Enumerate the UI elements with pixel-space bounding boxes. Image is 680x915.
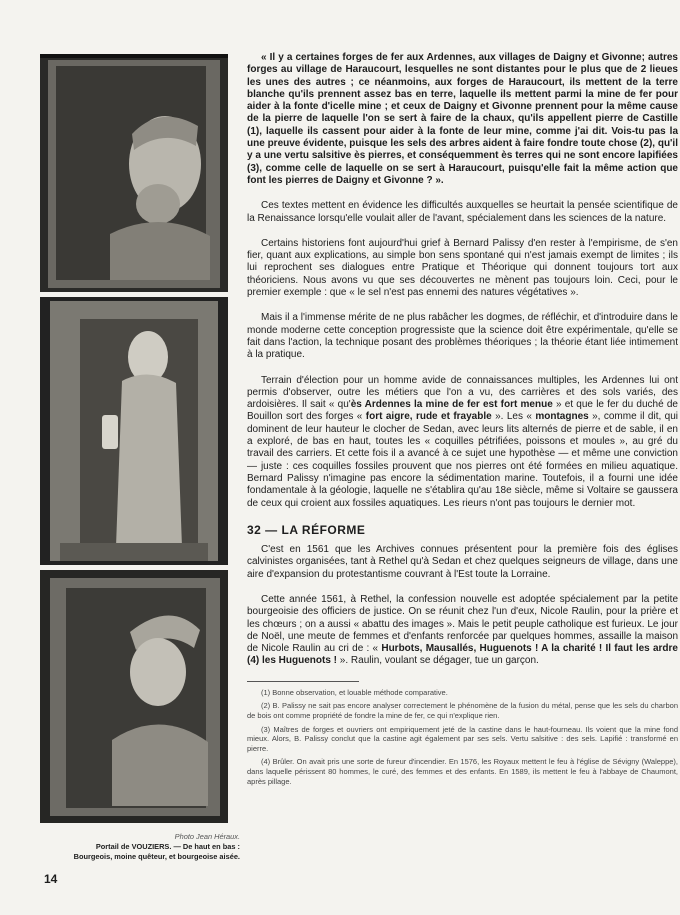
bold-run: ès Ardennes la mine de fer est fort menue (350, 399, 553, 411)
palissy-quote: « Il y a certaines forges de fer aux Ardennes, aux villages de Daigny et Givonne; autres forges au village de Haraucourt, lesquelles ne sont distantes pour le plus que de 2 lieues les unes des autres ; ce néanmoins, aux forges de Haraucourt, ils mettent de la terre blanche qu'ils prennent assez bas en terre, laquelle ils mettent parmi la mine de fer pour aider à la fonte d'icelle mine ; et ceux de Daigny et Givonne prennent pour la même cause de la pierre de laquelle l'on se sert à faire de la chaux, qu'ils appellent pierre de Castille (1), laquelle ils cassent pour aider à la fonte de leur mine, comme j'ai dit. Vois-tu pas la une preuve évidente, puisque les sels des arbres aident à faire fondre toute chose (2), qu'il y a une vertu salsitive ès pierres, et conséquemment ès terres qui ne sont encore lapifiées (3), comme celle de laquelle on se sert à Haraucourt, puisqu'elle fait la même action que font les pierres de Daigny et Givonne ? ». (247, 52, 678, 186)
page-number: 14 (44, 872, 58, 886)
paragraph: Ces textes mettent en évidence les difficultés auxquelles se heurtait la pensée scientifique de la Renaissance lorsqu'elle voulait aller de l'avant, spécialement dans les sciences de la nature. (247, 200, 678, 224)
text-run: ». Les « (491, 411, 536, 423)
paragraph: C'est en 1561 que les Archives connues présentent pour la première fois des églises calvinistes organisées, tant à Rethel qu'à Sedan et chez quelques seigneurs de village, dans une aire d'expansion du protestantisme couvrant à l'Est toute la Lorraine. (247, 544, 678, 580)
caption-title: Portail de VOUZIERS. — De haut en bas : (95, 842, 240, 851)
footnote: (1) Bonne observation, et louable méthode comparative. (261, 687, 448, 697)
paragraph: Certains historiens font aujourd'hui grief à Bernard Palissy d'en rester à l'empirisme, de s'en fier, quant aux explications, au simple bon sens spontané qui n'est jamais exempt de limites ; ils lui reprochent ses dialogues entre Pratique et Théorique qui donnent toujours tort aux théoriciens. Nous avons vu que ses découvertes ne mènent pas toujours loin. Ceci, pour le premier exemple : que « le sel n'est pas ennemi des natures végétatives ». (247, 237, 678, 299)
footnote: (4) Brûler. On avait pris une sorte de fureur d'incendier. En 1576, les Royaux mettent le feu à l'église de Sévigny (Waleppe), dans laquelle périssent 80 hommes, le curé, des femmes et des enfants. En 1589, ils mettent le feu à l'abbaye de Chaumont, après pillage. (247, 757, 678, 786)
bold-run: fort aigre, rude et frayable (365, 411, 492, 423)
paragraph-noel (247, 594, 678, 668)
photo-bourgeoise-aisee (40, 570, 228, 823)
paragraph: Mais il a l'immense mérite de ne plus rabâcher les dogmes, de réfléchir, et d'introduire dans le monde moderne cette conception progressiste que la science doit être expérimentale, qu'elle se fait dans l'action, la technique posant des problèmes théoriques ; la théorie étant liée intimement à la pratique. (247, 312, 678, 361)
bold-run: montagnes (535, 411, 589, 423)
section-heading: 32 — LA RÉFORME (247, 522, 366, 537)
moine-sculpture-image (40, 297, 228, 565)
bold-run: Hurbots, Mausallés, Huguenots ! A la charité ! Il faut les ardre (4) les Huguenots ! (247, 643, 678, 667)
footnotes (247, 688, 678, 786)
text-run: Cette année 1561, à Rethel, la confession nouvelle est adoptée spécialement par la petite bourgeoisie des officiers de justice. On se réunit chez l'un d'eux, Nicole Raulin, pour la prière et les chœurs ; on a aussi « abattu des images ». Mais le petit peuple catholique est furieux. Le jour de Noël, une meute de femmes et d'enfants renforcée par quelques hommes, assaille la maison de Nicole Raulin au cri de : « (247, 593, 678, 655)
text-run: Terrain d'élection pour un homme avide de connaissances multiples, les Ardennes lui ont permis d'observer, outre les métiers que l'on a vu, des carrières et des sols variés, des ardoisières. Il sait « qu' (247, 374, 678, 411)
footnote: (3) Maîtres de forges et ouvriers ont empiriquement jeté de la castine dans le haut-fourneau. Ils voient que la mine fond mieux. Alors, B. Palissy conclut que la castine agit également par ses sels. Vertu salsitive : des sels. Lapifié : transformé en pierre. (247, 724, 678, 753)
text-run: », comme il dit, qui dominent de leur hauteur le clocher de Sedan, avec leurs lits alternés de pierre et de sable, il en a exploré, de bas en haut, toutes les « coquilles pétrifiées, poissons et moules », au gré du travail des carriers. Et cette fois il a avancé à ce sujet une hypothèse — et même une conviction — juste : ces coquilles fossiles prouvent que nos pierres ont été formées en milieu aquatique. Bernard Palissy n'imagine pas encore la sédimentation marine. Toutefois, il a fourni une idée fondamentale à la géologie, laquelle ne s'établira qu'au 18e siècle, même si Voltaire se gaussera de ceux qui croient aux fossiles aquatiques. Les rieurs n'ont pas toujours le dernier mot. (247, 411, 679, 509)
bourgeois-sculpture-image (40, 54, 228, 292)
footnote: (2) B. Palissy ne sait pas encore analyser correctement le phénomène de la fusion du métal, pense que les sels du charbon de bois ont comme propriété de fondre la mine de fer, ce qui n'explique rien. (247, 701, 678, 720)
text-run: » et que le fer du duché de Bouillon sort des forges « (247, 399, 678, 423)
footnote-divider (247, 681, 359, 682)
text-run: ». Raulin, voulant se dégager, tue un garçon. (337, 655, 539, 667)
photo-caption (40, 832, 240, 862)
photo-credit: Photo Jean Héraux. (174, 832, 240, 841)
photo-bourgeois (40, 54, 228, 292)
bourgeoise-sculpture-image (40, 570, 228, 823)
photo-moine-queteur (40, 297, 228, 565)
text-column (247, 52, 678, 790)
paragraph-terrain (247, 375, 678, 510)
caption-subtitle: Bourgeois, moine quêteur, et bourgeoise aisée. (73, 852, 240, 861)
